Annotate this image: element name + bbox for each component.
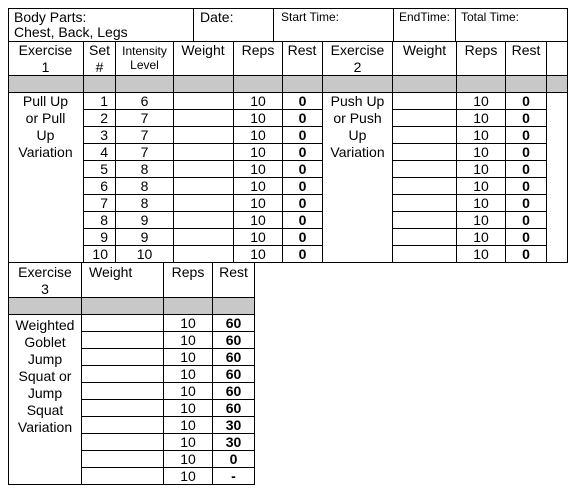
reps-cell: 10 — [250, 93, 266, 109]
exercise3-header: Exercise 3 — [18, 264, 72, 297]
header-left-border — [8, 8, 9, 41]
weight3-header: Weight — [89, 264, 133, 280]
rest2-cell: 0 — [522, 144, 530, 160]
set-number-cell: 2 — [100, 110, 108, 126]
exercise2-header: Exercise 2 — [330, 42, 385, 75]
reps2-cell: 10 — [473, 144, 489, 160]
date-label: Date: — [200, 9, 234, 25]
intensity-cell: 7 — [140, 110, 149, 126]
rest2-cell: 0 — [522, 161, 530, 177]
intensity-header: Intensity Level — [122, 44, 167, 72]
intensity-cell: 6 — [140, 93, 149, 109]
table1-column-line — [567, 41, 568, 263]
table2-header-bottom-border — [8, 297, 255, 298]
table2-column-line — [254, 262, 255, 485]
rest2-cell: 0 — [522, 195, 530, 211]
rest3-cell: 60 — [225, 349, 242, 365]
intensity-cell: 9 — [140, 212, 149, 228]
reps3-cell: 10 — [180, 400, 196, 416]
start-time-label: Start Time: — [281, 10, 340, 24]
rest-cell: 0 — [298, 93, 307, 109]
table1-column-line — [546, 41, 547, 263]
reps3-cell: 10 — [180, 366, 196, 382]
reps-header: Reps — [241, 42, 275, 58]
rest-cell: 0 — [298, 127, 307, 143]
reps3-header: Reps — [171, 264, 205, 280]
rest3-cell: 60 — [225, 400, 242, 416]
rest3-cell: 60 — [225, 383, 242, 399]
reps2-cell: 10 — [473, 127, 489, 143]
table1-column-line — [8, 41, 9, 263]
rest3-cell: 30 — [225, 417, 242, 433]
rest3-cell: 60 — [225, 366, 242, 382]
rest-header: Rest — [287, 42, 317, 58]
rest2-cell: 0 — [522, 229, 530, 245]
table1-column-line — [173, 41, 174, 263]
reps3-cell: 10 — [180, 434, 196, 450]
rest-cell: 0 — [298, 246, 307, 262]
header-top-border — [8, 8, 568, 9]
reps-cell: 10 — [250, 161, 266, 177]
rest3-header: Rest — [219, 264, 248, 280]
reps-cell: 10 — [250, 127, 266, 143]
rest3-cell: 0 — [229, 451, 238, 467]
reps-cell: 10 — [250, 144, 266, 160]
reps3-cell: 10 — [180, 417, 196, 433]
body-parts-label: Body Parts: — [14, 9, 87, 25]
end-time-label: EndTime: — [399, 10, 450, 24]
intensity-cell: 7 — [140, 127, 149, 143]
set-number-cell: 1 — [100, 93, 108, 109]
header-divider-start — [273, 8, 274, 41]
table1-column-line — [322, 41, 323, 263]
reps3-cell: 10 — [180, 332, 196, 348]
reps-cell: 10 — [250, 110, 266, 126]
rest2-cell: 0 — [522, 246, 530, 262]
rest-cell: 0 — [298, 144, 307, 160]
header-divider-end — [393, 8, 394, 41]
rest3-cell: - — [231, 468, 236, 484]
rest2-cell: 0 — [522, 212, 530, 228]
rest2-cell: 0 — [522, 110, 530, 126]
rest2-header: Rest — [511, 42, 541, 58]
intensity-cell: 8 — [140, 178, 149, 194]
exercise1-header: Exercise 1 — [18, 42, 73, 75]
reps3-cell: 10 — [180, 383, 196, 399]
intensity-cell: 7 — [140, 144, 149, 160]
set-number-cell: 9 — [100, 229, 108, 245]
reps-cell: 10 — [250, 212, 266, 228]
header-divider-total — [455, 8, 456, 41]
exercise3-name: Weighted Goblet Jump Squat or Jump Squat Variation — [15, 317, 75, 435]
reps2-cell: 10 — [473, 93, 489, 109]
reps3-cell: 10 — [180, 451, 196, 467]
rest3-cell: 60 — [225, 332, 242, 348]
table2-column-line — [81, 262, 82, 485]
reps-cell: 10 — [250, 246, 266, 262]
intensity-cell: 10 — [136, 246, 153, 262]
rest-cell: 0 — [298, 229, 307, 245]
reps-cell: 10 — [250, 195, 266, 211]
table2-column-line — [8, 262, 9, 485]
intensity-cell: 9 — [140, 229, 149, 245]
reps2-cell: 10 — [473, 161, 489, 177]
reps2-header: Reps — [464, 42, 498, 58]
reps2-cell: 10 — [473, 178, 489, 194]
rest2-cell: 0 — [522, 127, 530, 143]
set-header: Set # — [88, 42, 110, 75]
rest3-cell: 60 — [225, 315, 242, 331]
weight-header: Weight — [181, 42, 225, 58]
body-parts-value: Chest, Back, Legs — [14, 24, 128, 40]
rest3-cell: 30 — [225, 434, 242, 450]
rest-cell: 0 — [298, 178, 307, 194]
weight2-header: Weight — [402, 42, 447, 58]
rest-cell: 0 — [298, 161, 307, 177]
table2-gray-band — [9, 298, 254, 314]
reps2-cell: 10 — [473, 229, 489, 245]
reps-cell: 10 — [250, 178, 266, 194]
header-right-border — [567, 8, 568, 41]
header-divider-date — [193, 8, 194, 41]
table1-gray-band — [9, 76, 567, 92]
reps3-cell: 10 — [180, 468, 196, 484]
reps2-cell: 10 — [473, 110, 489, 126]
rest-cell: 0 — [298, 195, 307, 211]
reps3-cell: 10 — [180, 349, 196, 365]
set-number-cell: 8 — [100, 212, 108, 228]
rest-cell: 0 — [298, 110, 307, 126]
rest2-cell: 0 — [522, 93, 530, 109]
reps-cell: 10 — [250, 229, 266, 245]
set-number-cell: 5 — [100, 161, 108, 177]
rest-cell: 0 — [298, 212, 307, 228]
set-number-cell: 3 — [100, 127, 108, 143]
set-number-cell: 10 — [92, 246, 108, 262]
table1-column-line — [392, 41, 393, 263]
reps2-cell: 10 — [473, 212, 489, 228]
set-number-cell: 7 — [100, 195, 108, 211]
exercise1-name: Pull Up or Pull Up Variation — [18, 93, 73, 160]
reps2-cell: 10 — [473, 246, 489, 262]
reps2-cell: 10 — [473, 195, 489, 211]
set-number-cell: 4 — [100, 144, 108, 160]
intensity-cell: 8 — [140, 161, 149, 177]
exercise2-name: Push Up or Push Up Variation — [330, 93, 385, 160]
total-time-label: Total Time: — [461, 10, 520, 24]
intensity-cell: 8 — [140, 195, 149, 211]
reps3-cell: 10 — [180, 315, 196, 331]
rest2-cell: 0 — [522, 178, 530, 194]
set-number-cell: 6 — [100, 178, 108, 194]
